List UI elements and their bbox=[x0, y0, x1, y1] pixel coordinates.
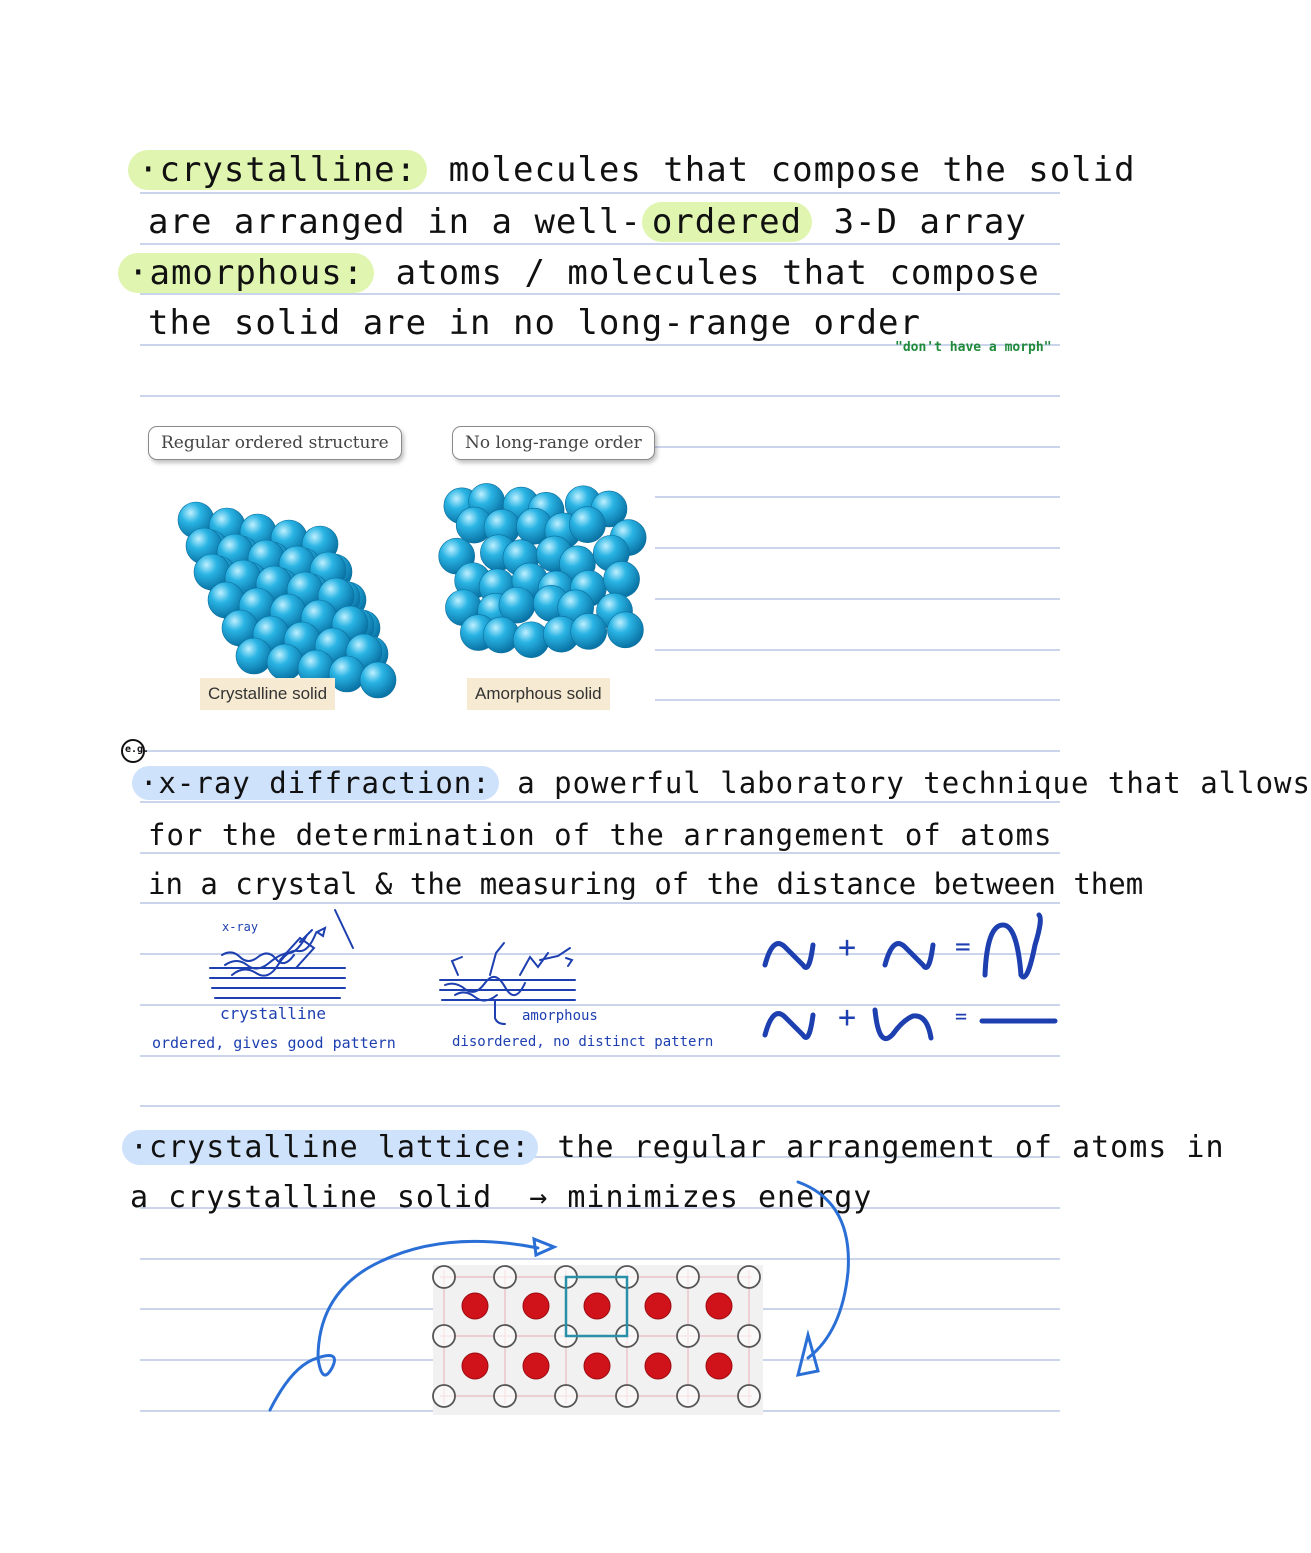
right-arrow-curve bbox=[798, 1182, 848, 1358]
lattice-point bbox=[494, 1266, 516, 1288]
crystalline-definition-2c: 3-D array bbox=[812, 202, 1027, 242]
amorphous-solid-caption: Amorphous solid bbox=[467, 678, 610, 710]
sketch-crystalline-label: crystalline bbox=[220, 1004, 326, 1023]
lattice-point bbox=[677, 1385, 699, 1407]
amorphous-term: ·amorphous: bbox=[118, 253, 374, 293]
wave-plus-1: + bbox=[838, 930, 858, 965]
crystalline-definition-2a: are arranged in a well- bbox=[148, 202, 642, 242]
amorphous-definition-1: atoms / molecules that compose bbox=[395, 253, 1040, 293]
lattice-point bbox=[433, 1266, 455, 1288]
lattice-point bbox=[677, 1325, 699, 1347]
sketch-amorphous-label: amorphous bbox=[522, 1008, 598, 1024]
wave-equals-1: = bbox=[955, 932, 972, 962]
lattice-definition-1: the regular arrangement of atoms in bbox=[557, 1130, 1225, 1165]
wave-plus-2: + bbox=[838, 1000, 858, 1035]
lattice-definition-3: → minimizes energy bbox=[529, 1180, 873, 1215]
sketch-amorphous-note: disordered, no distinct pattern bbox=[452, 1034, 714, 1050]
xray-term: ·x-ray diffraction: bbox=[132, 766, 499, 800]
sketch-xray-label: x-ray bbox=[222, 920, 259, 934]
lattice-background bbox=[433, 1265, 763, 1415]
ordered-highlight: ordered bbox=[642, 202, 812, 242]
lattice-point bbox=[738, 1266, 760, 1288]
lattice-atom bbox=[706, 1293, 732, 1319]
crystalline-definition-1: molecules that compose the solid bbox=[448, 150, 1136, 190]
lattice-atom bbox=[584, 1353, 610, 1379]
sketch-crystalline-note: ordered, gives good pattern bbox=[152, 1034, 396, 1052]
lattice-point bbox=[433, 1325, 455, 1347]
xray-definition-2: for the determination of the arrangement of atoms bbox=[148, 818, 1053, 852]
regular-ordered-label: Regular ordered structure bbox=[148, 426, 402, 460]
wave-equals-2: = bbox=[955, 1004, 969, 1028]
lattice-point bbox=[494, 1325, 516, 1347]
xray-definition-1: a powerful laboratory technique that allows bbox=[517, 766, 1311, 800]
no-long-range-label: No long-range order bbox=[452, 426, 655, 460]
lattice-point bbox=[555, 1385, 577, 1407]
lattice-atom bbox=[584, 1293, 610, 1319]
lattice-definition-2: a crystalline solid bbox=[130, 1180, 493, 1215]
lattice-point bbox=[738, 1325, 760, 1347]
amorphous-note: "don't have a morph" bbox=[895, 340, 1052, 355]
lattice-atom bbox=[462, 1353, 488, 1379]
lattice-atom bbox=[523, 1353, 549, 1379]
lattice-atom bbox=[523, 1293, 549, 1319]
amorphous-definition-2: the solid are in no long-range order bbox=[148, 303, 921, 343]
lattice-point bbox=[616, 1385, 638, 1407]
lattice-point bbox=[494, 1385, 516, 1407]
lattice-atom bbox=[645, 1353, 671, 1379]
lattice-point bbox=[433, 1385, 455, 1407]
lattice-atom bbox=[645, 1293, 671, 1319]
xray-definition-3: in a crystal & the measuring of the distance between them bbox=[148, 867, 1144, 901]
lattice-term: ·crystalline lattice: bbox=[122, 1130, 538, 1165]
eg-marker: e.g. bbox=[125, 744, 150, 755]
lattice-atom bbox=[462, 1293, 488, 1319]
lattice-atom bbox=[706, 1353, 732, 1379]
crystalline-term: ·crystalline: bbox=[128, 150, 427, 190]
lattice-point bbox=[677, 1266, 699, 1288]
crystalline-solid-caption: Crystalline solid bbox=[200, 678, 335, 710]
right-arrowhead bbox=[798, 1335, 818, 1375]
lattice-point bbox=[738, 1385, 760, 1407]
